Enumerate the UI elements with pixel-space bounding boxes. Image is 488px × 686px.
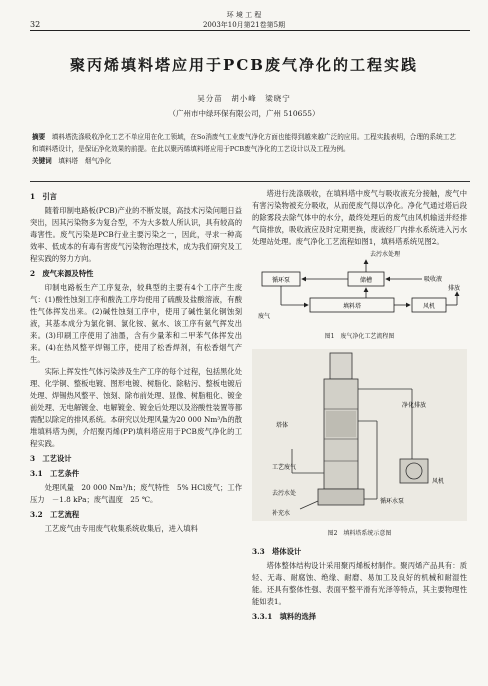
- section-3-3-title: 3.3 塔体设计: [252, 547, 302, 556]
- page-number: 32: [30, 20, 41, 29]
- keywords: 填料塔 烟气净化: [58, 157, 112, 165]
- journal-issue: 2003年10月第21卷第5期: [202, 21, 286, 29]
- fig1-tower: 填料塔: [342, 303, 362, 310]
- figure-2-caption: 图2 填料塔系统示意图: [327, 530, 392, 537]
- abstract-block: [32, 131, 462, 167]
- right-paragraph-1: 塔进行洗涤吸收，在填料塔中废气与吸收液充分接触，废气中有害污染物被充分吸收，从而使废气得以净化。净化气通过塔后段的除雾段去除气体中的水分，最终处理后的废气由风机输送并经排气筒排放，吸收液应及时定期更换，废液经厂内排水系统进入污水处理站处理。废气净化工艺流程如图1，填料塔系统见图2。: [252, 189, 467, 246]
- fig2-label-tank: 去污水处: [272, 490, 297, 497]
- section-3-title: 3 工艺设计: [30, 454, 72, 463]
- section-3-3-paragraph: 塔体整体结构设计采用聚丙烯板材制作。聚丙烯产品具有：质轻、无毒、耐腐蚀、绝缘、耐磨、易加工及良好的机械和耐湿性能。还具有整体性强、表面平整平滑有光泽等特点，其主要物理性能如表1。: [252, 561, 467, 606]
- article-title: 聚丙烯填料塔应用于PCB废气净化的工程实践: [70, 56, 418, 74]
- fig2-label-inlet: 工艺废气: [272, 464, 297, 471]
- abstract-rule: [30, 181, 470, 182]
- base-tank: [318, 489, 364, 505]
- running-header: [0, 10, 488, 30]
- abstract-label: 摘要: [32, 133, 46, 141]
- keywords-label: 关键词: [32, 157, 52, 165]
- section-1-title: 1 引言: [30, 192, 57, 201]
- figure-1: [252, 248, 467, 343]
- figure-1-caption: 图1 废气净化工艺流程图: [324, 333, 395, 340]
- fig1-exhaust: 排放: [448, 285, 461, 292]
- authors: 吴分苗 胡小峰 梁晓宁: [197, 94, 291, 103]
- section-3-2-paragraph: 工艺废气由专用废气收集系统收集后，进入填料: [44, 524, 198, 533]
- exhaust-stack: [330, 353, 352, 379]
- fig1-absorb-liquid: 吸收液: [424, 276, 443, 283]
- section-3-3-1-title: 3.3.1 填料的选择: [252, 612, 317, 621]
- fig1-fan: 风机: [422, 303, 436, 310]
- fig1-top-label: 去污水处理: [370, 251, 401, 258]
- packed-tower-system-diagram: [252, 349, 467, 521]
- left-column: [30, 188, 242, 535]
- section-3-2-title: 3.2 工艺流程: [30, 510, 80, 519]
- fig1-inlet: 废气: [258, 313, 271, 320]
- figure-2: [252, 349, 467, 540]
- journal-name: 环 境 工 程: [226, 11, 262, 19]
- fig2-label-fan: 风机: [432, 478, 445, 485]
- fig2-label-makeup: 补充水: [272, 510, 291, 517]
- section-2-paragraph-2: 实际上挥发性气体污染涉及生产工序的每个过程，包括黑化处理、化学铜、整板电镀、图形电镀、树脂化、除粘污、整板电镀后处理、焊锡热风整平、蚀刻、除布前处理、显像、树脂粗化、镀金前处理、无电解镀金、电解镀金、镀金后处理以及浴酸性装置等都需配以除定的排风系统。本研究以处理风量为20 000 Nm³/h的散堆填料塔为例，介绍聚丙烯(PP)填料塔应用于PCB废气净化的工程实践。: [30, 367, 242, 448]
- abstract-text: 填料塔洗涤吸收净化工艺不单应用在化工领域，在So消废气工业废气净化方面也能得到越来越广泛的应用。工程实践表明，合理的系统工艺和填料塔设计，是保证净化效果的前提。在此以聚丙烯填料塔应用于PCB废气净化的工艺设计以及工程为例。: [32, 133, 456, 153]
- fig2-label-top: 净化排放: [402, 402, 427, 409]
- process-flow-diagram: [252, 248, 467, 324]
- fig1-circ-pump: 循环泵: [271, 277, 291, 284]
- process-conditions: 处理风量 20 000 Nm³/h；废气特性 5% HCl废气；工作压力 －1.8 kPa；废气温度 25 ℃。: [30, 483, 242, 504]
- fig2-label-pump: 循环水泵: [380, 498, 405, 505]
- section-3-1-title: 3.1 工艺条件: [30, 469, 80, 478]
- section-2-paragraph-1: 印制电路板生产工序复杂，较典型的主要有4个工序产生废气：(1)酸性蚀刻工序和酸洗工序均使用了硫酸及盐酸溶液，有酸性气体挥发出来。(2)碱性蚀刻工序中，使用了碱性氯化铜蚀刻液，其基本成分为氯化铜、氯化铵、氨水、该工序有氨气挥发出来。(3)印刷工序使用了油墨，含有少量苯和二甲苯气体挥发出来。(4)在热风整平焊锡工序，使用了松香焊剂，有松香烟气产生。: [30, 283, 242, 364]
- affiliation: （广州市中绿环保有限公司，广州 510655）: [168, 109, 320, 118]
- header-rule: [30, 30, 470, 31]
- fig2-label-body: 塔体: [276, 422, 289, 429]
- right-column: [252, 188, 467, 625]
- fig1-tank: 储槽: [359, 277, 373, 284]
- section-1-paragraph: 随着印制电路板(PCB)产业的不断发展，高技术污染问题日益突出，因其污染物多为复合型，不为大多数人所认识，具有较高的毒害性。废气污染是PCB行业主要污染之一，因此，寻求一种高效率、低成本的有毒有害废气污染物治理技术，成为我们研究及工程实践的努力方向。: [30, 206, 242, 263]
- section-2-title: 2 废气来源及特性: [30, 269, 94, 278]
